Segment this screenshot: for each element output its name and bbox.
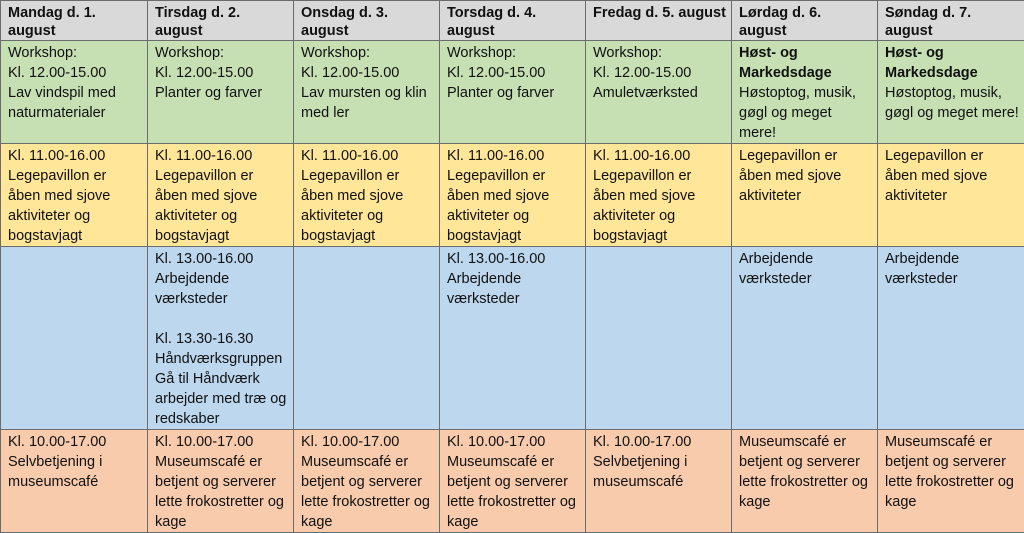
cafe-time: Kl. 10.00-17.00 bbox=[301, 432, 434, 452]
cafe-time: Kl. 10.00-17.00 bbox=[593, 432, 726, 452]
workshop-desc: Planter og farver bbox=[447, 83, 580, 103]
vaerksteder-time: Kl. 13.00-16.00 bbox=[447, 249, 580, 269]
vaerksteder-cell-wednesday bbox=[294, 247, 440, 430]
haandvaerk-desc: Håndværksgruppen Gå til Håndværk arbejder med træ og redskaber bbox=[155, 349, 288, 429]
day-header-wednesday: Onsdag d. 3. august bbox=[294, 1, 440, 41]
haandvaerk-time: Kl. 13.30-16.30 bbox=[155, 329, 288, 349]
pavillon-desc: Legepavillon er åben med sjove aktiviteter bbox=[739, 146, 872, 206]
market-days-title: Høst- og Markedsdage bbox=[739, 43, 872, 83]
cafe-cell-monday bbox=[1, 430, 148, 533]
cafe-time: Kl. 10.00-17.00 bbox=[155, 432, 288, 452]
market-days-desc: Høstoptog, musik, gøgl og meget mere! bbox=[739, 83, 872, 143]
cafe-cell-friday bbox=[586, 430, 732, 533]
spacer bbox=[155, 309, 288, 329]
cafe-desc: Selvbetjening i museumscafé bbox=[8, 452, 142, 492]
workshop-title: Workshop: bbox=[447, 43, 580, 63]
pavillon-cell-sunday bbox=[878, 144, 1024, 247]
day-header-monday: Mandag d. 1. august bbox=[1, 1, 148, 41]
workshop-title: Workshop: bbox=[301, 43, 434, 63]
pavillon-cell-friday bbox=[586, 144, 732, 247]
vaerksteder-cell-tuesday bbox=[148, 247, 294, 430]
workshop-time: Kl. 12.00-15.00 bbox=[155, 63, 288, 83]
cafe-time: Kl. 10.00-17.00 bbox=[447, 432, 580, 452]
header-row bbox=[1, 1, 1024, 41]
pavillon-desc: Legepavillon er åben med sjove aktiviteter og bogstavjagt bbox=[8, 166, 142, 246]
pavillon-time: Kl. 11.00-16.00 bbox=[593, 146, 726, 166]
pavillon-desc: Legepavillon er åben med sjove aktiviteter og bogstavjagt bbox=[593, 166, 726, 246]
vaerksteder-cell-monday bbox=[1, 247, 148, 430]
pavillon-desc: Legepavillon er åben med sjove aktiviteter og bogstavjagt bbox=[155, 166, 288, 246]
pavillon-row bbox=[1, 144, 1024, 247]
workshop-cell-tuesday bbox=[148, 41, 294, 144]
workshop-desc: Lav mursten og klin med ler bbox=[301, 83, 434, 123]
pavillon-desc: Legepavillon er åben med sjove aktiviteter bbox=[885, 146, 1019, 206]
day-header-sunday: Søndag d. 7. august bbox=[878, 1, 1024, 41]
pavillon-cell-saturday bbox=[732, 144, 878, 247]
vaerksteder-desc: Arbejdende værksteder bbox=[885, 249, 1019, 289]
workshop-row bbox=[1, 41, 1024, 144]
pavillon-desc: Legepavillon er åben med sjove aktiviteter og bogstavjagt bbox=[447, 166, 580, 246]
cafe-cell-sunday bbox=[878, 430, 1024, 533]
workshop-time: Kl. 12.00-15.00 bbox=[593, 63, 726, 83]
cafe-desc: Selvbetjening i museumscafé bbox=[593, 452, 726, 492]
workshop-time: Kl. 12.00-15.00 bbox=[8, 63, 142, 83]
pavillon-cell-wednesday bbox=[294, 144, 440, 247]
workshop-cell-wednesday bbox=[294, 41, 440, 144]
day-header-friday: Fredag d. 5. august bbox=[586, 1, 732, 41]
day-header-thursday: Torsdag d. 4. august bbox=[440, 1, 586, 41]
vaerksteder-desc: Arbejdende værksteder bbox=[739, 249, 872, 289]
day-header-tuesday: Tirsdag d. 2. august bbox=[148, 1, 294, 41]
workshop-cell-thursday bbox=[440, 41, 586, 144]
pavillon-time: Kl. 11.00-16.00 bbox=[8, 146, 142, 166]
vaerksteder-desc: Arbejdende værksteder bbox=[447, 269, 580, 309]
vaerksteder-desc: Arbejdende værksteder bbox=[155, 269, 288, 309]
workshop-desc: Lav vindspil med naturmaterialer bbox=[8, 83, 142, 123]
workshop-time: Kl. 12.00-15.00 bbox=[447, 63, 580, 83]
cafe-desc: Museumscafé er betjent og serverer lette frokostretter og kage bbox=[301, 452, 434, 532]
pavillon-cell-monday bbox=[1, 144, 148, 247]
workshop-time: Kl. 12.00-15.00 bbox=[301, 63, 434, 83]
workshop-cell-monday bbox=[1, 41, 148, 144]
pavillon-cell-tuesday bbox=[148, 144, 294, 247]
vaerksteder-cell-sunday bbox=[878, 247, 1024, 430]
vaerksteder-cell-thursday bbox=[440, 247, 586, 430]
cafe-cell-tuesday bbox=[148, 430, 294, 533]
market-days-desc: Høstoptog, musik, gøgl og meget mere! bbox=[885, 83, 1019, 123]
vaerksteder-cell-friday bbox=[586, 247, 732, 430]
workshop-desc: Planter og farver bbox=[155, 83, 288, 103]
cafe-cell-wednesday bbox=[294, 430, 440, 533]
cafe-desc: Museumscafé er betjent og serverer lette frokostretter og kage bbox=[447, 452, 580, 532]
market-days-title: Høst- og Markedsdage bbox=[885, 43, 1019, 83]
pavillon-desc: Legepavillon er åben med sjove aktiviteter og bogstavjagt bbox=[301, 166, 434, 246]
day-header-saturday: Lørdag d. 6. august bbox=[732, 1, 878, 41]
workshop-cell-sunday bbox=[878, 41, 1024, 144]
pavillon-cell-thursday bbox=[440, 144, 586, 247]
workshop-title: Workshop: bbox=[593, 43, 726, 63]
cafe-row bbox=[1, 430, 1024, 533]
cafe-cell-thursday bbox=[440, 430, 586, 533]
vaerksteder-cell-saturday bbox=[732, 247, 878, 430]
workshop-title: Workshop: bbox=[8, 43, 142, 63]
workshop-desc: Amuletværksted bbox=[593, 83, 726, 103]
workshop-title: Workshop: bbox=[155, 43, 288, 63]
cafe-cell-saturday bbox=[732, 430, 878, 533]
pavillon-time: Kl. 11.00-16.00 bbox=[301, 146, 434, 166]
cafe-desc: Museumscafé er betjent og serverer lette frokostretter og kage bbox=[155, 452, 288, 532]
cafe-desc: Museumscafé er betjent og serverer lette frokostretter og kage bbox=[885, 432, 1019, 512]
pavillon-time: Kl. 11.00-16.00 bbox=[155, 146, 288, 166]
workshop-cell-friday bbox=[586, 41, 732, 144]
pavillon-time: Kl. 11.00-16.00 bbox=[447, 146, 580, 166]
workshop-cell-saturday bbox=[732, 41, 878, 144]
vaerksteder-time: Kl. 13.00-16.00 bbox=[155, 249, 288, 269]
cafe-time: Kl. 10.00-17.00 bbox=[8, 432, 142, 452]
cafe-desc: Museumscafé er betjent og serverer lette frokostretter og kage bbox=[739, 432, 872, 512]
vaerksteder-row bbox=[1, 247, 1024, 430]
